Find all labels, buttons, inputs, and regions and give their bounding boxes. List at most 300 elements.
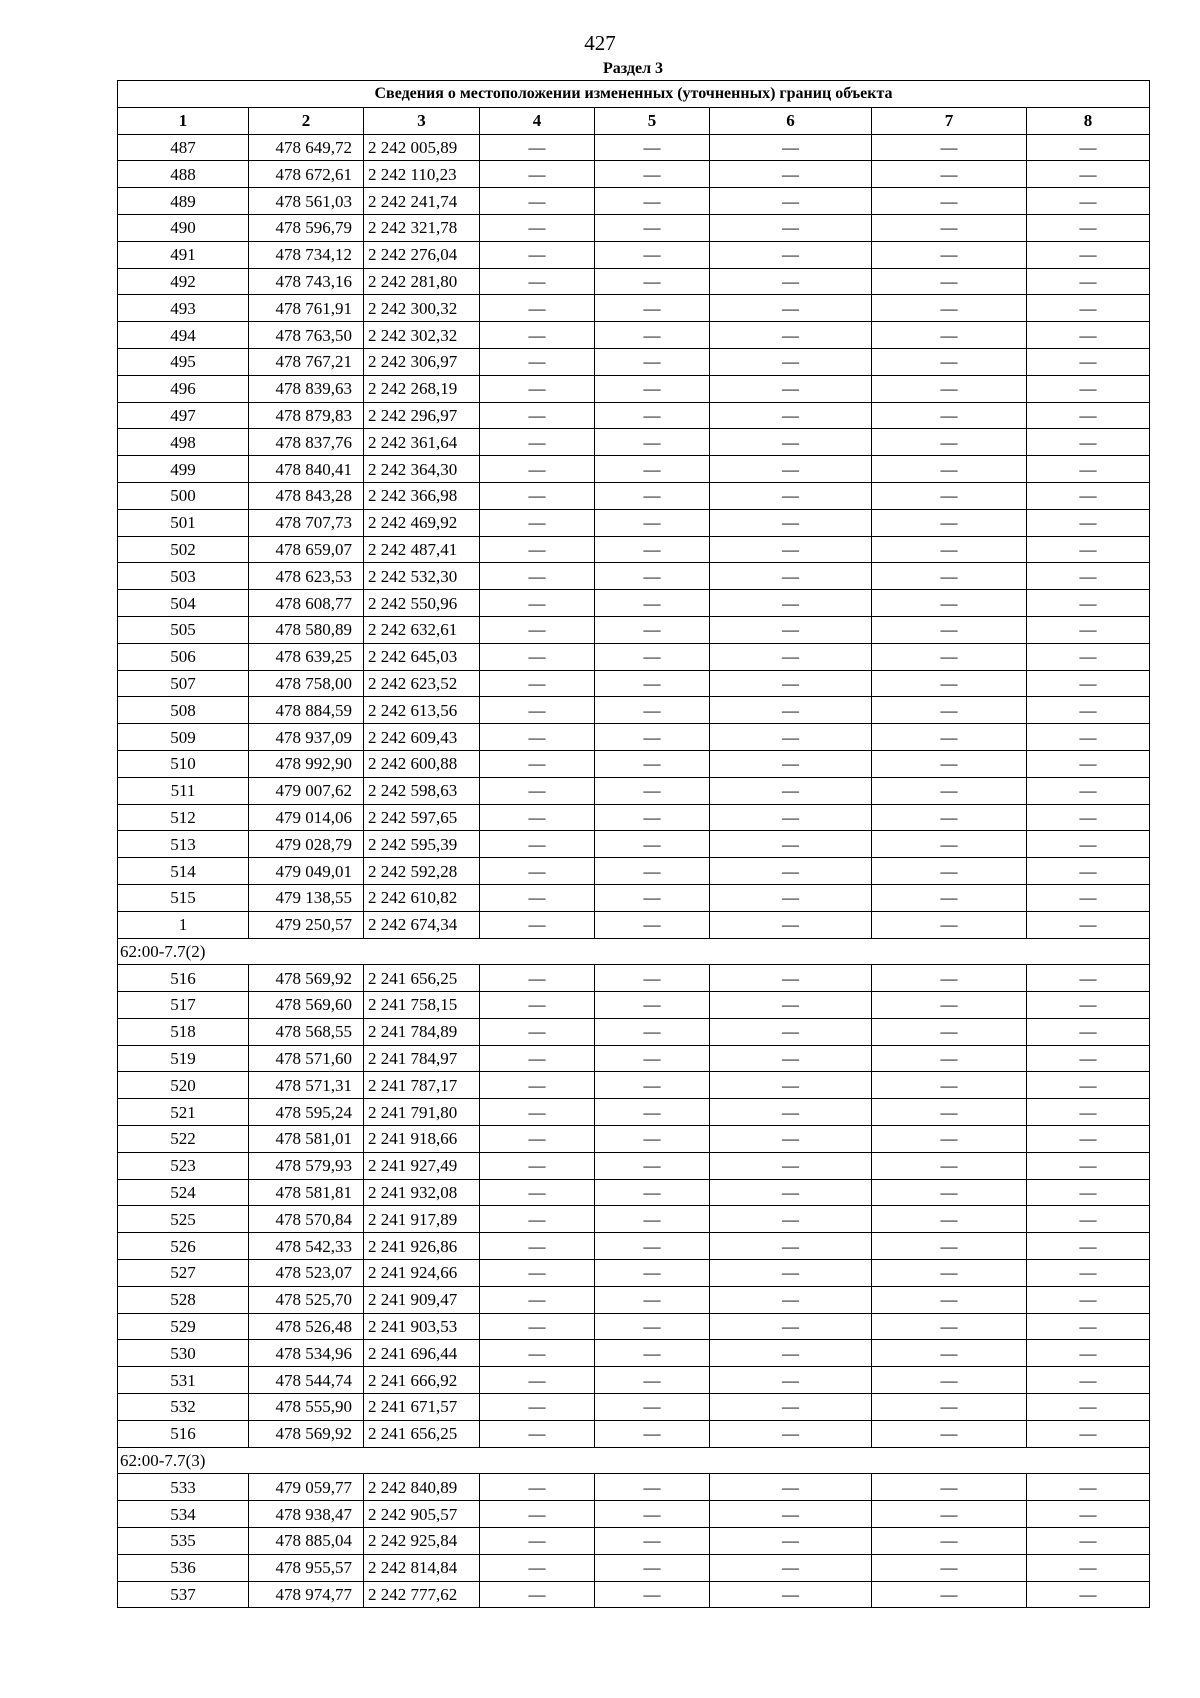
- table-row: [118, 1367, 1150, 1394]
- empty-dash-cell: —: [480, 482, 595, 509]
- empty-dash-cell: —: [595, 322, 710, 349]
- empty-dash-cell: —: [872, 429, 1027, 456]
- empty-dash-cell: —: [872, 884, 1027, 911]
- table-row: [118, 804, 1150, 831]
- empty-dash-cell: —: [710, 536, 872, 563]
- point-number-cell: 494: [118, 322, 249, 349]
- empty-dash-cell: —: [480, 1313, 595, 1340]
- point-number-cell: 525: [118, 1206, 249, 1233]
- empty-dash-cell: —: [710, 724, 872, 751]
- empty-dash-cell: —: [872, 616, 1027, 643]
- empty-dash-cell: —: [872, 1420, 1027, 1447]
- point-number-cell: 527: [118, 1260, 249, 1287]
- empty-dash-cell: —: [480, 1206, 595, 1233]
- empty-dash-cell: —: [710, 268, 872, 295]
- empty-dash-cell: —: [595, 214, 710, 241]
- empty-dash-cell: —: [1027, 777, 1150, 804]
- x-coordinate-cell: 479 059,77: [249, 1474, 364, 1501]
- y-coordinate-cell: 2 242 296,97: [364, 402, 480, 429]
- table-row: [118, 643, 1150, 670]
- table-caption-row: [118, 81, 1150, 108]
- point-number-cell: 519: [118, 1045, 249, 1072]
- empty-dash-cell: —: [710, 482, 872, 509]
- empty-dash-cell: —: [872, 1367, 1027, 1394]
- table-row: [118, 884, 1150, 911]
- empty-dash-cell: —: [872, 1018, 1027, 1045]
- empty-dash-cell: —: [710, 1554, 872, 1581]
- point-number-cell: 515: [118, 884, 249, 911]
- table-row: [118, 1206, 1150, 1233]
- empty-dash-cell: —: [595, 1474, 710, 1501]
- empty-dash-cell: —: [710, 1286, 872, 1313]
- y-coordinate-cell: 2 241 926,86: [364, 1233, 480, 1260]
- table-row: [118, 509, 1150, 536]
- empty-dash-cell: —: [480, 1179, 595, 1206]
- empty-dash-cell: —: [710, 1474, 872, 1501]
- empty-dash-cell: —: [480, 1099, 595, 1126]
- x-coordinate-cell: 478 595,24: [249, 1099, 364, 1126]
- point-number-cell: 498: [118, 429, 249, 456]
- table-row: [118, 482, 1150, 509]
- empty-dash-cell: —: [480, 1528, 595, 1555]
- y-coordinate-cell: 2 242 469,92: [364, 509, 480, 536]
- x-coordinate-cell: 478 649,72: [249, 134, 364, 161]
- empty-dash-cell: —: [872, 670, 1027, 697]
- empty-dash-cell: —: [1027, 1126, 1150, 1153]
- y-coordinate-cell: 2 241 791,80: [364, 1099, 480, 1126]
- y-coordinate-cell: 2 242 005,89: [364, 134, 480, 161]
- empty-dash-cell: —: [1027, 241, 1150, 268]
- point-number-cell: 489: [118, 188, 249, 215]
- empty-dash-cell: —: [1027, 536, 1150, 563]
- point-number-cell: 511: [118, 777, 249, 804]
- y-coordinate-cell: 2 242 300,32: [364, 295, 480, 322]
- table-row: [118, 1394, 1150, 1421]
- empty-dash-cell: —: [1027, 1260, 1150, 1287]
- point-number-cell: 514: [118, 858, 249, 885]
- y-coordinate-cell: 2 242 361,64: [364, 429, 480, 456]
- table-row: [118, 1474, 1150, 1501]
- empty-dash-cell: —: [872, 1474, 1027, 1501]
- y-coordinate-cell: 2 242 241,74: [364, 188, 480, 215]
- empty-dash-cell: —: [710, 670, 872, 697]
- x-coordinate-cell: 478 937,09: [249, 724, 364, 751]
- point-number-cell: 491: [118, 241, 249, 268]
- x-coordinate-cell: 478 569,92: [249, 1420, 364, 1447]
- empty-dash-cell: —: [595, 295, 710, 322]
- point-number-cell: 490: [118, 214, 249, 241]
- point-number-cell: 537: [118, 1581, 249, 1608]
- x-coordinate-cell: 478 561,03: [249, 188, 364, 215]
- empty-dash-cell: —: [710, 697, 872, 724]
- y-coordinate-cell: 2 242 532,30: [364, 563, 480, 590]
- x-coordinate-cell: 478 526,48: [249, 1313, 364, 1340]
- y-coordinate-cell: 2 242 595,39: [364, 831, 480, 858]
- y-coordinate-cell: 2 241 696,44: [364, 1340, 480, 1367]
- x-coordinate-cell: 478 569,60: [249, 992, 364, 1019]
- empty-dash-cell: —: [595, 402, 710, 429]
- empty-dash-cell: —: [480, 884, 595, 911]
- table-row: [118, 1313, 1150, 1340]
- empty-dash-cell: —: [595, 590, 710, 617]
- x-coordinate-cell: 478 839,63: [249, 375, 364, 402]
- empty-dash-cell: —: [1027, 965, 1150, 992]
- x-coordinate-cell: 478 672,61: [249, 161, 364, 188]
- table-row: [118, 911, 1150, 938]
- point-number-cell: 506: [118, 643, 249, 670]
- empty-dash-cell: —: [872, 1394, 1027, 1421]
- empty-dash-cell: —: [480, 1340, 595, 1367]
- table-row: [118, 1018, 1150, 1045]
- empty-dash-cell: —: [480, 1474, 595, 1501]
- x-coordinate-cell: 478 579,93: [249, 1152, 364, 1179]
- table-row: [118, 750, 1150, 777]
- empty-dash-cell: —: [595, 992, 710, 1019]
- y-coordinate-cell: 2 241 924,66: [364, 1260, 480, 1287]
- y-coordinate-cell: 2 241 927,49: [364, 1152, 480, 1179]
- empty-dash-cell: —: [710, 858, 872, 885]
- table-row: [118, 777, 1150, 804]
- empty-dash-cell: —: [1027, 322, 1150, 349]
- column-header: 2: [249, 107, 364, 134]
- table-row: [118, 1554, 1150, 1581]
- empty-dash-cell: —: [1027, 402, 1150, 429]
- empty-dash-cell: —: [1027, 188, 1150, 215]
- x-coordinate-cell: 478 761,91: [249, 295, 364, 322]
- empty-dash-cell: —: [872, 1126, 1027, 1153]
- y-coordinate-cell: 2 242 623,52: [364, 670, 480, 697]
- empty-dash-cell: —: [872, 590, 1027, 617]
- x-coordinate-cell: 478 570,84: [249, 1206, 364, 1233]
- empty-dash-cell: —: [595, 965, 710, 992]
- point-number-cell: 1: [118, 911, 249, 938]
- empty-dash-cell: —: [480, 965, 595, 992]
- empty-dash-cell: —: [710, 375, 872, 402]
- empty-dash-cell: —: [480, 750, 595, 777]
- empty-dash-cell: —: [595, 134, 710, 161]
- empty-dash-cell: —: [872, 1072, 1027, 1099]
- empty-dash-cell: —: [710, 590, 872, 617]
- y-coordinate-cell: 2 241 932,08: [364, 1179, 480, 1206]
- empty-dash-cell: —: [710, 214, 872, 241]
- group-label: 62:00-7.7(2): [118, 938, 1150, 965]
- empty-dash-cell: —: [872, 214, 1027, 241]
- empty-dash-cell: —: [1027, 1045, 1150, 1072]
- y-coordinate-cell: 2 242 281,80: [364, 268, 480, 295]
- x-coordinate-cell: 478 639,25: [249, 643, 364, 670]
- table-row: [118, 1286, 1150, 1313]
- y-coordinate-cell: 2 242 632,61: [364, 616, 480, 643]
- empty-dash-cell: —: [1027, 456, 1150, 483]
- empty-dash-cell: —: [1027, 831, 1150, 858]
- empty-dash-cell: —: [710, 1340, 872, 1367]
- empty-dash-cell: —: [1027, 858, 1150, 885]
- table-row: [118, 348, 1150, 375]
- point-number-cell: 503: [118, 563, 249, 590]
- empty-dash-cell: —: [595, 1286, 710, 1313]
- table-row: [118, 992, 1150, 1019]
- empty-dash-cell: —: [480, 214, 595, 241]
- table-row: [118, 1233, 1150, 1260]
- empty-dash-cell: —: [1027, 1206, 1150, 1233]
- x-coordinate-cell: 478 623,53: [249, 563, 364, 590]
- section-title: Раздел 3: [602, 60, 664, 77]
- point-number-cell: 507: [118, 670, 249, 697]
- empty-dash-cell: —: [480, 536, 595, 563]
- empty-dash-cell: —: [595, 509, 710, 536]
- empty-dash-cell: —: [595, 616, 710, 643]
- empty-dash-cell: —: [595, 1528, 710, 1555]
- empty-dash-cell: —: [710, 777, 872, 804]
- x-coordinate-cell: 478 743,16: [249, 268, 364, 295]
- empty-dash-cell: —: [872, 268, 1027, 295]
- empty-dash-cell: —: [872, 1045, 1027, 1072]
- y-coordinate-cell: 2 242 925,84: [364, 1528, 480, 1555]
- empty-dash-cell: —: [872, 295, 1027, 322]
- y-coordinate-cell: 2 241 758,15: [364, 992, 480, 1019]
- empty-dash-cell: —: [1027, 295, 1150, 322]
- empty-dash-cell: —: [872, 777, 1027, 804]
- empty-dash-cell: —: [710, 643, 872, 670]
- empty-dash-cell: —: [872, 348, 1027, 375]
- empty-dash-cell: —: [595, 858, 710, 885]
- table-row: [118, 724, 1150, 751]
- empty-dash-cell: —: [710, 563, 872, 590]
- empty-dash-cell: —: [480, 1501, 595, 1528]
- empty-dash-cell: —: [595, 750, 710, 777]
- y-coordinate-cell: 2 242 840,89: [364, 1474, 480, 1501]
- column-number-row: [118, 107, 1150, 134]
- empty-dash-cell: —: [480, 563, 595, 590]
- table-row: [118, 616, 1150, 643]
- empty-dash-cell: —: [595, 241, 710, 268]
- point-number-cell: 529: [118, 1313, 249, 1340]
- x-coordinate-cell: 478 840,41: [249, 456, 364, 483]
- point-number-cell: 493: [118, 295, 249, 322]
- empty-dash-cell: —: [872, 1286, 1027, 1313]
- empty-dash-cell: —: [1027, 161, 1150, 188]
- empty-dash-cell: —: [480, 1581, 595, 1608]
- empty-dash-cell: —: [595, 482, 710, 509]
- column-header: 5: [595, 107, 710, 134]
- empty-dash-cell: —: [595, 884, 710, 911]
- y-coordinate-cell: 2 242 674,34: [364, 911, 480, 938]
- table-row: [118, 1152, 1150, 1179]
- empty-dash-cell: —: [710, 992, 872, 1019]
- x-coordinate-cell: 479 049,01: [249, 858, 364, 885]
- point-number-cell: 524: [118, 1179, 249, 1206]
- empty-dash-cell: —: [480, 161, 595, 188]
- empty-dash-cell: —: [710, 161, 872, 188]
- empty-dash-cell: —: [480, 509, 595, 536]
- empty-dash-cell: —: [872, 858, 1027, 885]
- empty-dash-cell: —: [872, 1260, 1027, 1287]
- x-coordinate-cell: 478 843,28: [249, 482, 364, 509]
- table-row: [118, 188, 1150, 215]
- empty-dash-cell: —: [595, 348, 710, 375]
- empty-dash-cell: —: [480, 188, 595, 215]
- empty-dash-cell: —: [710, 1206, 872, 1233]
- x-coordinate-cell: 478 734,12: [249, 241, 364, 268]
- empty-dash-cell: —: [1027, 884, 1150, 911]
- table-row: [118, 1528, 1150, 1555]
- point-number-cell: 520: [118, 1072, 249, 1099]
- empty-dash-cell: —: [595, 670, 710, 697]
- table-row: [118, 1420, 1150, 1447]
- point-number-cell: 521: [118, 1099, 249, 1126]
- empty-dash-cell: —: [1027, 911, 1150, 938]
- x-coordinate-cell: 478 758,00: [249, 670, 364, 697]
- point-number-cell: 504: [118, 590, 249, 617]
- empty-dash-cell: —: [480, 1233, 595, 1260]
- empty-dash-cell: —: [872, 831, 1027, 858]
- empty-dash-cell: —: [1027, 992, 1150, 1019]
- x-coordinate-cell: 478 581,81: [249, 1179, 364, 1206]
- y-coordinate-cell: 2 241 666,92: [364, 1367, 480, 1394]
- empty-dash-cell: —: [1027, 1528, 1150, 1555]
- table-row: [118, 590, 1150, 617]
- empty-dash-cell: —: [480, 670, 595, 697]
- empty-dash-cell: —: [710, 1260, 872, 1287]
- group-label: 62:00-7.7(3): [118, 1447, 1150, 1474]
- x-coordinate-cell: 478 608,77: [249, 590, 364, 617]
- point-number-cell: 517: [118, 992, 249, 1019]
- empty-dash-cell: —: [595, 1018, 710, 1045]
- empty-dash-cell: —: [480, 1554, 595, 1581]
- empty-dash-cell: —: [480, 241, 595, 268]
- empty-dash-cell: —: [480, 1045, 595, 1072]
- x-coordinate-cell: 478 534,96: [249, 1340, 364, 1367]
- column-header: 7: [872, 107, 1027, 134]
- empty-dash-cell: —: [1027, 750, 1150, 777]
- table-row: [118, 214, 1150, 241]
- empty-dash-cell: —: [1027, 1179, 1150, 1206]
- column-header: 3: [364, 107, 480, 134]
- y-coordinate-cell: 2 242 321,78: [364, 214, 480, 241]
- point-number-cell: 496: [118, 375, 249, 402]
- empty-dash-cell: —: [595, 1501, 710, 1528]
- empty-dash-cell: —: [872, 241, 1027, 268]
- table-row: [118, 1260, 1150, 1287]
- column-header: 4: [480, 107, 595, 134]
- empty-dash-cell: —: [872, 482, 1027, 509]
- empty-dash-cell: —: [1027, 1340, 1150, 1367]
- point-number-cell: 535: [118, 1528, 249, 1555]
- table-row: [118, 456, 1150, 483]
- x-coordinate-cell: 478 581,01: [249, 1126, 364, 1153]
- y-coordinate-cell: 2 242 777,62: [364, 1581, 480, 1608]
- x-coordinate-cell: 478 884,59: [249, 697, 364, 724]
- point-number-cell: 495: [118, 348, 249, 375]
- x-coordinate-cell: 478 763,50: [249, 322, 364, 349]
- empty-dash-cell: —: [595, 831, 710, 858]
- empty-dash-cell: —: [595, 161, 710, 188]
- section-table-wrapper: [117, 58, 1149, 1608]
- y-coordinate-cell: 2 242 550,96: [364, 590, 480, 617]
- x-coordinate-cell: 478 879,83: [249, 402, 364, 429]
- empty-dash-cell: —: [710, 134, 872, 161]
- empty-dash-cell: —: [1027, 1501, 1150, 1528]
- empty-dash-cell: —: [872, 750, 1027, 777]
- x-coordinate-cell: 478 955,57: [249, 1554, 364, 1581]
- x-coordinate-cell: 478 974,77: [249, 1581, 364, 1608]
- empty-dash-cell: —: [480, 1367, 595, 1394]
- empty-dash-cell: —: [1027, 509, 1150, 536]
- empty-dash-cell: —: [710, 322, 872, 349]
- table-row: [118, 1126, 1150, 1153]
- empty-dash-cell: —: [480, 1018, 595, 1045]
- empty-dash-cell: —: [710, 1367, 872, 1394]
- empty-dash-cell: —: [1027, 1581, 1150, 1608]
- y-coordinate-cell: 2 242 613,56: [364, 697, 480, 724]
- y-coordinate-cell: 2 242 600,88: [364, 750, 480, 777]
- table-caption: Сведения о местоположении измененных (уточненных) границ объекта: [118, 81, 1150, 108]
- empty-dash-cell: —: [595, 1072, 710, 1099]
- x-coordinate-cell: 478 523,07: [249, 1260, 364, 1287]
- x-coordinate-cell: 478 544,74: [249, 1367, 364, 1394]
- empty-dash-cell: —: [1027, 616, 1150, 643]
- x-coordinate-cell: 478 568,55: [249, 1018, 364, 1045]
- y-coordinate-cell: 2 242 268,19: [364, 375, 480, 402]
- table-row: [118, 1581, 1150, 1608]
- table-row: [118, 402, 1150, 429]
- empty-dash-cell: —: [595, 1340, 710, 1367]
- empty-dash-cell: —: [872, 322, 1027, 349]
- table-row: [118, 241, 1150, 268]
- empty-dash-cell: —: [710, 1501, 872, 1528]
- empty-dash-cell: —: [710, 1072, 872, 1099]
- empty-dash-cell: —: [872, 1581, 1027, 1608]
- point-number-cell: 530: [118, 1340, 249, 1367]
- y-coordinate-cell: 2 242 598,63: [364, 777, 480, 804]
- table-row: [118, 965, 1150, 992]
- y-coordinate-cell: 2 241 784,97: [364, 1045, 480, 1072]
- x-coordinate-cell: 478 555,90: [249, 1394, 364, 1421]
- column-header: 8: [1027, 107, 1150, 134]
- empty-dash-cell: —: [1027, 643, 1150, 670]
- empty-dash-cell: —: [1027, 482, 1150, 509]
- x-coordinate-cell: 479 028,79: [249, 831, 364, 858]
- empty-dash-cell: —: [872, 375, 1027, 402]
- empty-dash-cell: —: [1027, 697, 1150, 724]
- empty-dash-cell: —: [595, 1394, 710, 1421]
- empty-dash-cell: —: [710, 1126, 872, 1153]
- point-number-cell: 505: [118, 616, 249, 643]
- empty-dash-cell: —: [595, 804, 710, 831]
- y-coordinate-cell: 2 242 609,43: [364, 724, 480, 751]
- table-row: [118, 670, 1150, 697]
- empty-dash-cell: —: [1027, 348, 1150, 375]
- table-body: [118, 81, 1150, 1608]
- y-coordinate-cell: 2 242 597,65: [364, 804, 480, 831]
- empty-dash-cell: —: [872, 1179, 1027, 1206]
- empty-dash-cell: —: [872, 643, 1027, 670]
- empty-dash-cell: —: [710, 1099, 872, 1126]
- x-coordinate-cell: 478 542,33: [249, 1233, 364, 1260]
- empty-dash-cell: —: [710, 1313, 872, 1340]
- empty-dash-cell: —: [595, 1367, 710, 1394]
- table-row: [118, 161, 1150, 188]
- empty-dash-cell: —: [480, 134, 595, 161]
- table-row: [118, 536, 1150, 563]
- empty-dash-cell: —: [1027, 563, 1150, 590]
- empty-dash-cell: —: [595, 911, 710, 938]
- empty-dash-cell: —: [595, 1045, 710, 1072]
- point-number-cell: 523: [118, 1152, 249, 1179]
- empty-dash-cell: —: [480, 992, 595, 1019]
- point-number-cell: 531: [118, 1367, 249, 1394]
- empty-dash-cell: —: [872, 188, 1027, 215]
